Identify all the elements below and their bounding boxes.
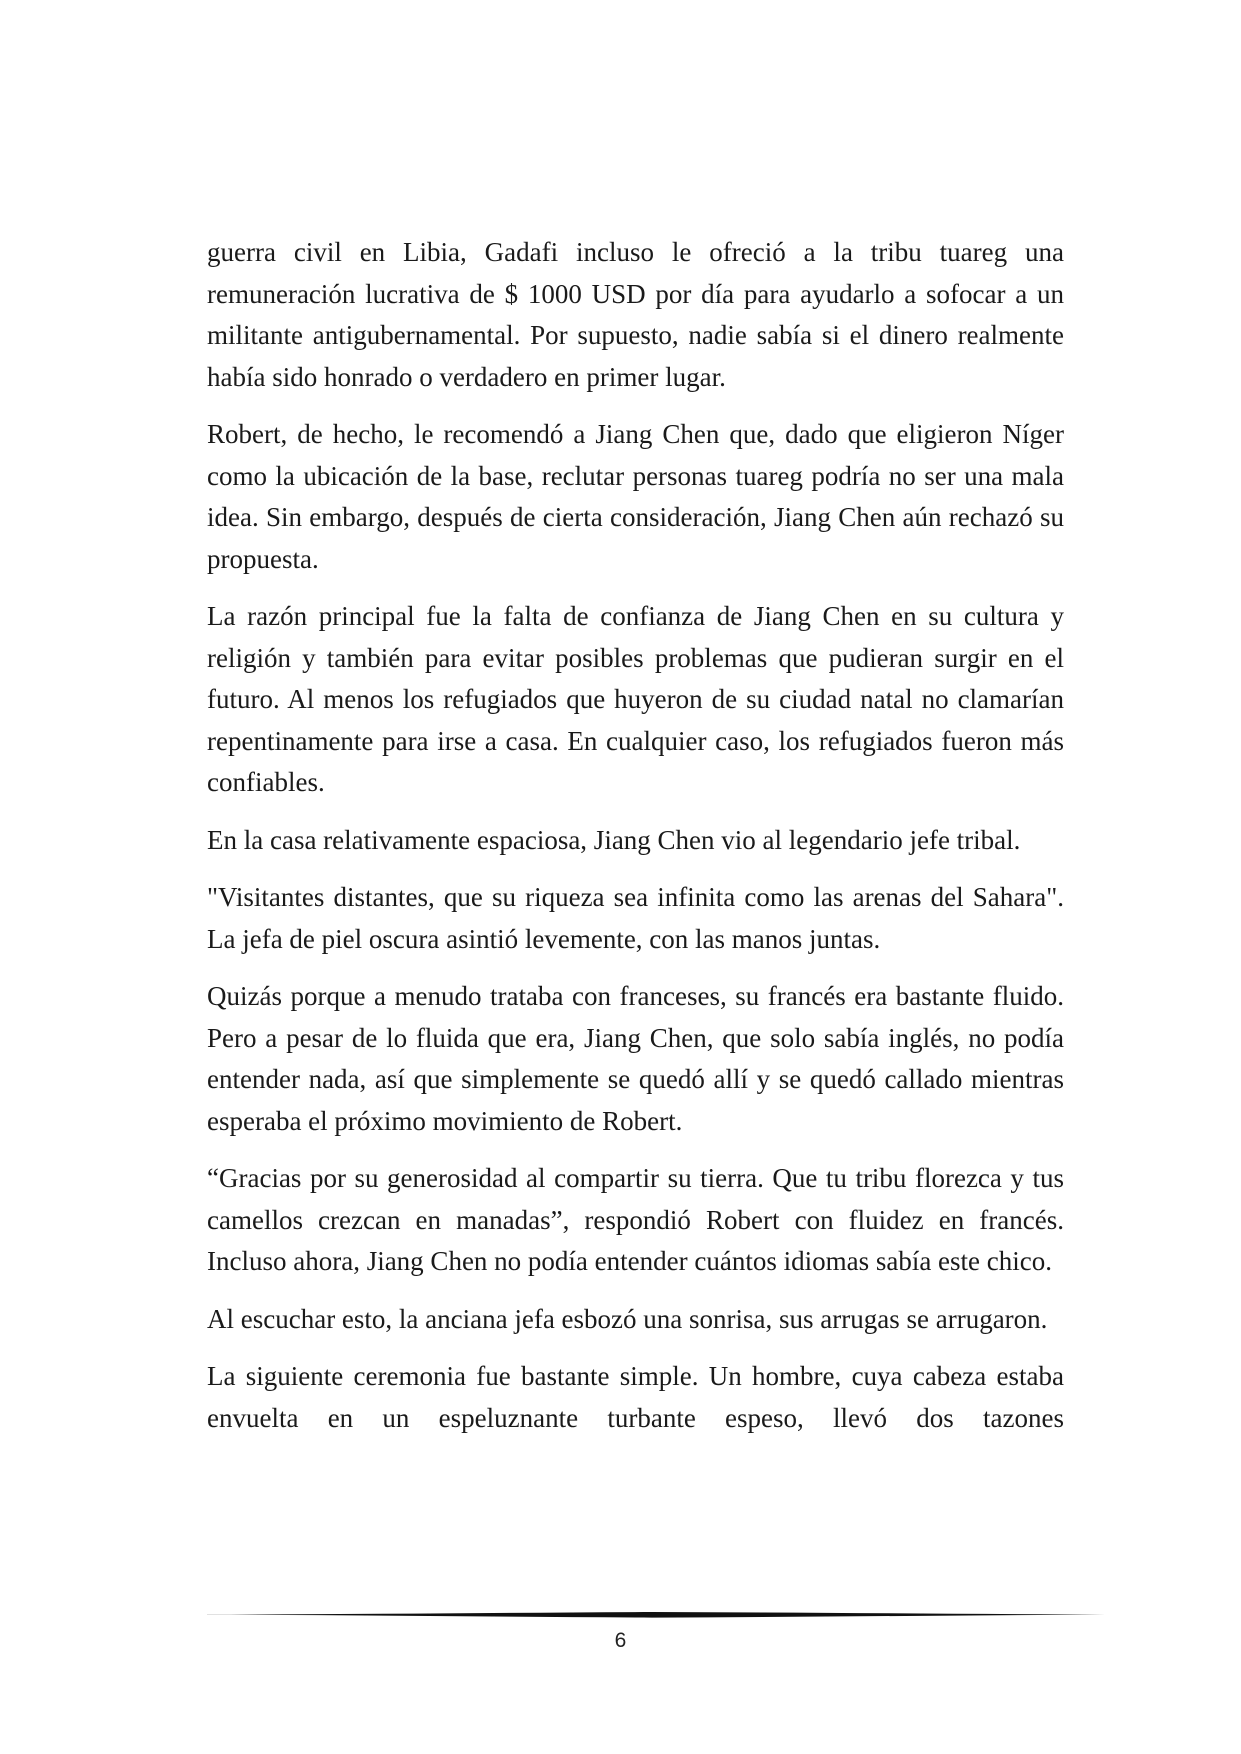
paragraph: La razón principal fue la falta de confianza de Jiang Chen en su cultura y religión y también para evitar posibles problemas que pudieran surgir en el futuro. Al menos los refugiados que huyeron de su ciudad natal no clamarían repentinamente para irse a casa. En cualquier caso, los refugiados fueron más confiables.	[207, 601, 1064, 797]
paragraph: En la casa relativamente espaciosa, Jiang Chen vio al legendario jefe tribal.	[207, 824, 1021, 855]
paragraph: Robert, de hecho, le recomendó a Jiang Chen que, dado que eligieron Níger como la ubicación de la base, reclutar personas tuareg podría no ser una mala idea. Sin embargo, después de cierta consideración, Jiang Chen aún rechazó su propuesta.	[207, 419, 1064, 574]
paragraph: guerra civil en Libia, Gadafi incluso le ofreció a la tribu tuareg una remuneración lucrativa de $ 1000 USD por día para ayudarlo a sofocar a un militante antigubernamental. Por supuesto, nadie sabía si el dinero realmente había sido honrado o verdadero en primer lugar.	[207, 237, 1064, 392]
paragraph: La siguiente ceremonia fue bastante simple. Un hombre, cuya cabeza estaba envuelta en un espeluznante turbante espeso, llevó dos tazones	[207, 1361, 1064, 1433]
paragraph: Quizás porque a menudo trataba con franceses, su francés era bastante fluido. Pero a pesar de lo fluida que era, Jiang Chen, que solo sabía inglés, no podía entender nada, así que simplemente se quedó allí y se quedó callado mientras esperaba el próximo movimiento de Robert.	[207, 981, 1064, 1136]
footer-divider	[207, 1608, 1105, 1622]
paragraph: “Gracias por su generosidad al compartir su tierra. Que tu tribu florezca y tus camellos crezcan en manadas”, respondió Robert con fluidez en francés. Incluso ahora, Jiang Chen no podía entender cuántos idiomas sabía este chico.	[207, 1163, 1064, 1276]
paragraph: "Visitantes distantes, que su riqueza sea infinita como las arenas del Sahara". La jefa de piel oscura asintió levemente, con las manos juntas.	[207, 882, 1064, 954]
page-number: 6	[614, 1629, 627, 1652]
paragraph: Al escuchar esto, la anciana jefa esbozó una sonrisa, sus arrugas se arrugaron.	[207, 1303, 1048, 1334]
body-text	[207, 232, 1064, 1455]
